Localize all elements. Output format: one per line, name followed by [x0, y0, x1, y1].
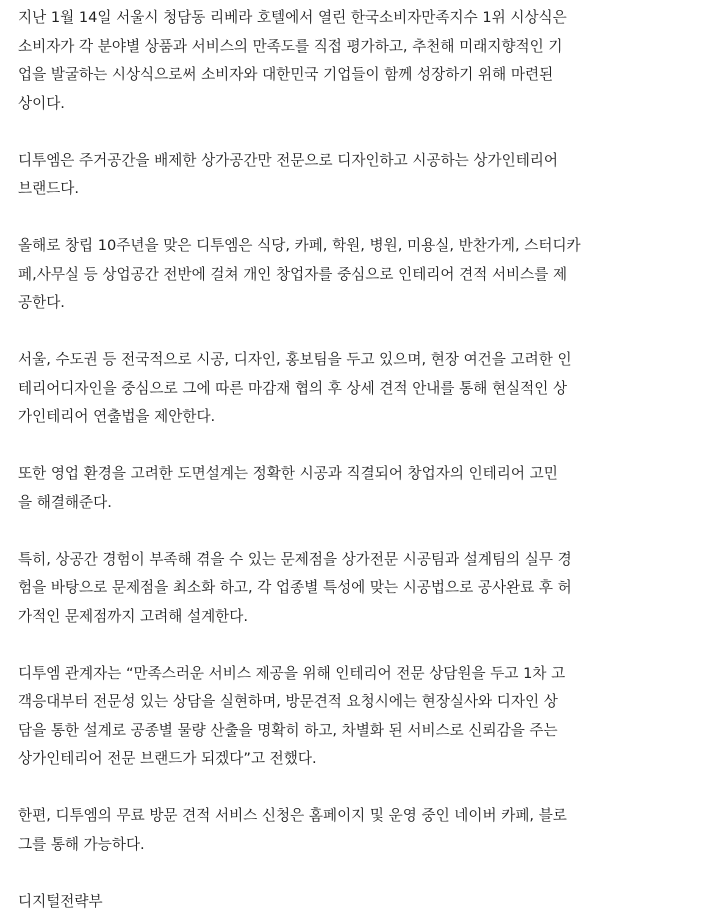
- paragraph-spacer: [18, 118, 714, 147]
- paragraph-spacer: [18, 204, 714, 233]
- text-line: 가적인 문제점까지 고려해 설계한다.: [18, 603, 714, 632]
- text-line: 그를 통해 가능하다.: [18, 831, 714, 860]
- paragraph-nationwide-teams: [18, 346, 714, 432]
- text-line: 업을 발굴하는 시상식으로써 소비자와 대한민국 기업들이 함께 성장하기 위해 마련된: [18, 61, 714, 90]
- text-line: 한편, 디투엠의 무료 방문 견적 서비스 신청은 홈페이지 및 운영 중인 네이버 카페, 블로: [18, 802, 714, 831]
- byline: [18, 888, 714, 916]
- text-line: 객응대부터 전문성 있는 상담을 실현하며, 방문견적 요청시에는 현장실사와 디자인 상: [18, 688, 714, 717]
- text-line: 가인테리어 연출법을 제안한다.: [18, 403, 714, 432]
- paragraph-spacer: [18, 859, 714, 888]
- paragraph-floor-plan: [18, 460, 714, 517]
- text-line: 또한 영업 환경을 고려한 도면설계는 정확한 시공과 직결되어 창업자의 인테리어 고민: [18, 460, 714, 489]
- text-line: 을 해결해준다.: [18, 489, 714, 518]
- text-line: 브랜드다.: [18, 175, 714, 204]
- paragraph-spacer: [18, 517, 714, 546]
- paragraph-spacer: [18, 774, 714, 803]
- text-line: 디투엠 관계자는 “만족스러운 서비스 제공을 위해 인테리어 전문 상담원을 두고 1차 고: [18, 660, 714, 689]
- text-line: 디투엠은 주거공간을 배제한 상가공간만 전문으로 디자인하고 시공하는 상가인테리어: [18, 147, 714, 176]
- text-line: 서울, 수도권 등 전국적으로 시공, 디자인, 홍보팀을 두고 있으며, 현장 여건을 고려한 인: [18, 346, 714, 375]
- text-line: 소비자가 각 분야별 상품과 서비스의 만족도를 직접 평가하고, 추천해 미래지향적인 기: [18, 33, 714, 62]
- text-line: 지난 1월 14일 서울시 청담동 리베라 호텔에서 열린 한국소비자만족지수 1위 시상식은: [18, 4, 714, 33]
- text-line: 페,사무실 등 상업공간 전반에 걸쳐 개인 창업자를 중심으로 인테리어 견적 서비스를 제: [18, 261, 714, 290]
- paragraph-free-estimate: [18, 802, 714, 859]
- text-line: 특히, 상공간 경험이 부족해 겪을 수 있는 문제점을 상가전문 시공팀과 설계팀의 실무 경: [18, 546, 714, 575]
- paragraph-award-ceremony: [18, 4, 714, 118]
- text-line: 테리어디자인을 중심으로 그에 따른 마감재 협의 후 상세 견적 안내를 통해 현실적인 상: [18, 375, 714, 404]
- paragraph-brand-intro: [18, 147, 714, 204]
- paragraph-anniversary: [18, 232, 714, 318]
- paragraph-spokesperson-quote: [18, 660, 714, 774]
- paragraph-spacer: [18, 432, 714, 461]
- paragraph-problem-solving: [18, 546, 714, 632]
- byline-text: 디지털전략부: [18, 888, 714, 916]
- text-line: 올해로 창립 10주년을 맞은 디투엠은 식당, 카페, 학원, 병원, 미용실, 반찬가게, 스터디카: [18, 232, 714, 261]
- text-line: 상이다.: [18, 90, 714, 119]
- text-line: 상가인테리어 전문 브랜드가 되겠다”고 전했다.: [18, 745, 714, 774]
- text-line: 공한다.: [18, 289, 714, 318]
- text-line: 담을 통한 설계로 공종별 물량 산출을 명확히 하고, 차별화 된 서비스로 신뢰감을 주는: [18, 717, 714, 746]
- paragraph-spacer: [18, 631, 714, 660]
- paragraph-spacer: [18, 318, 714, 347]
- text-line: 험을 바탕으로 문제점을 최소화 하고, 각 업종별 특성에 맞는 시공법으로 공사완료 후 허: [18, 574, 714, 603]
